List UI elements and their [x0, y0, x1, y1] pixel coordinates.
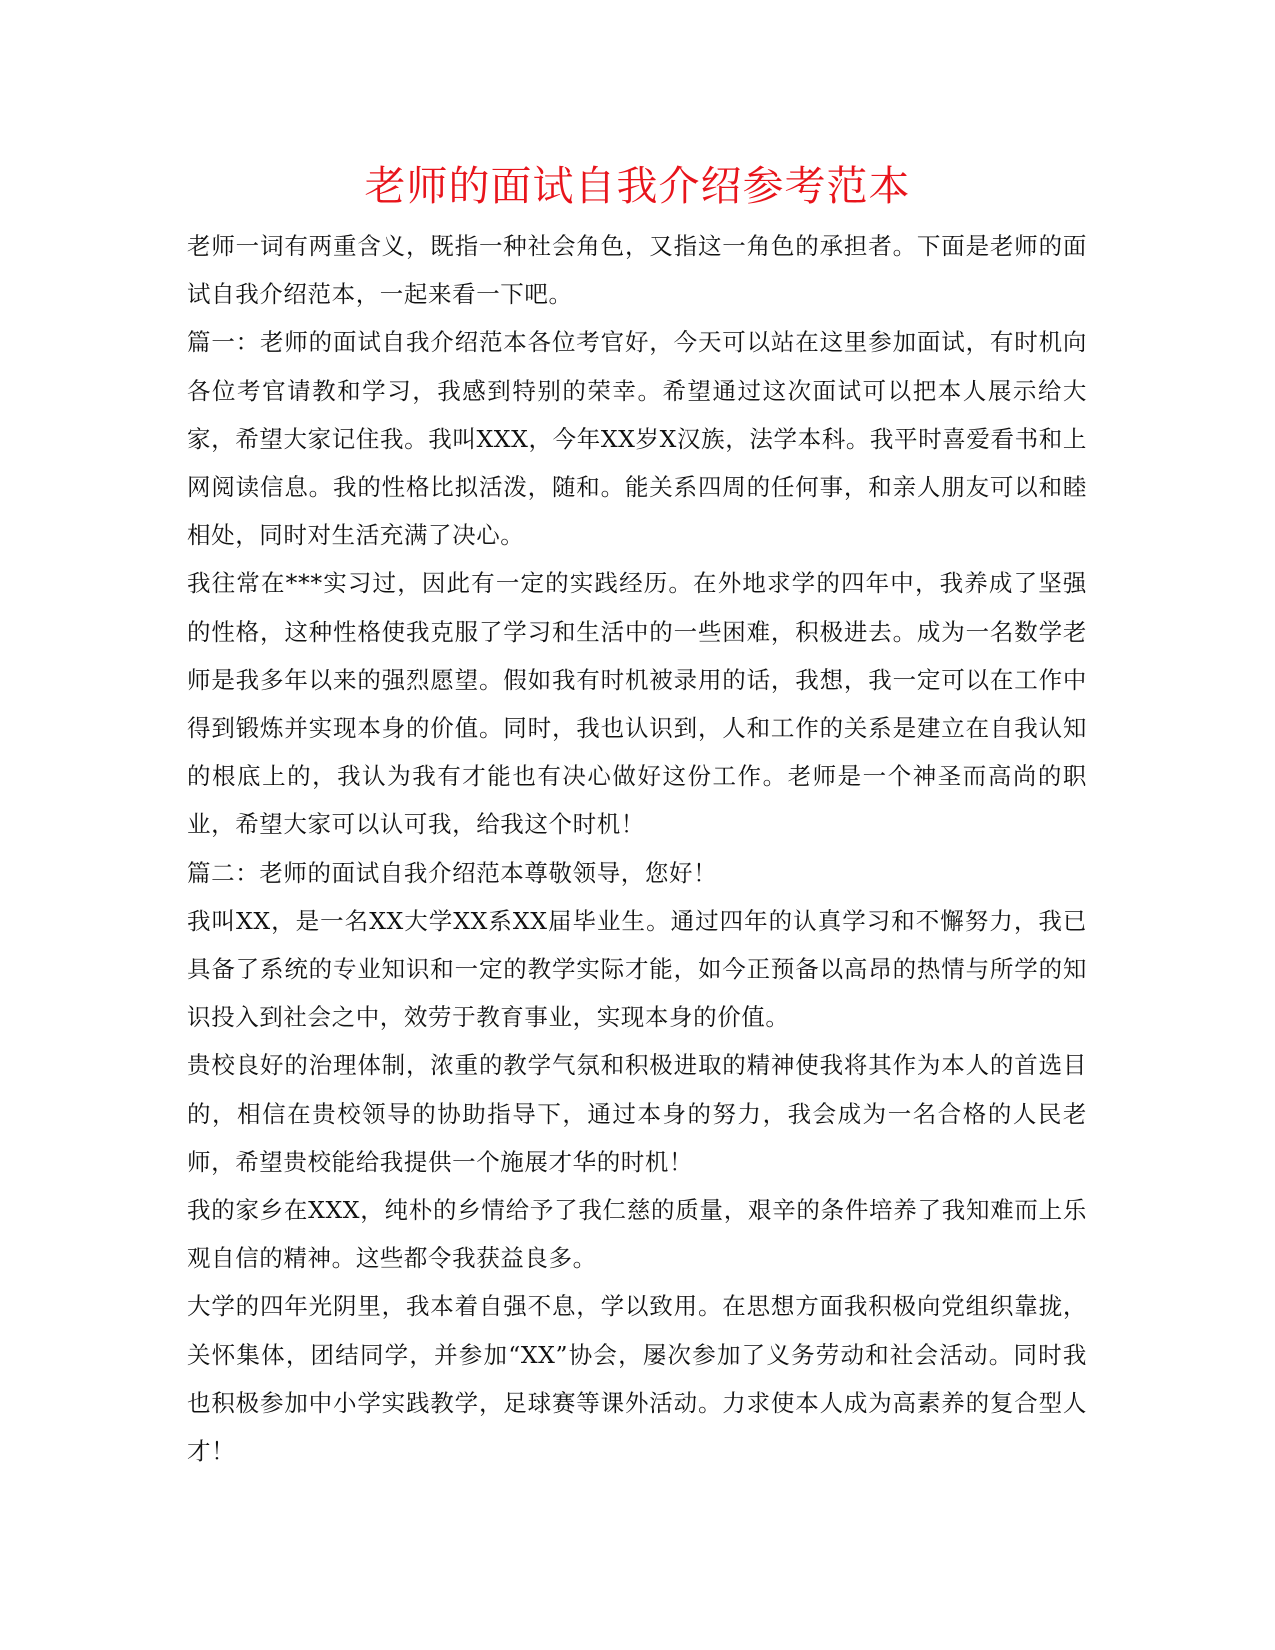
paragraph-school: 贵校良好的治理体制，浓重的教学气氛和积极进取的精神使我将其作为本人的首选目的，相信在贵校领导的协助指导下，通过本身的努力，我会成为一名合格的人民老师，希望贵校能给我提供一个施展才华的时机！ — [187, 1051, 1087, 1176]
paragraph-part-one: 篇一：老师的面试自我介绍范本各位考官好，今天可以站在这里参加面试，有时机向各位考官请教和学习，我感到特别的荣幸。希望通过这次面试可以把本人展示给大家，希望大家记住我。我叫XXX，今年XX岁X汉族，法学本科。我平时喜爱看书和上网阅读信息。我的性格比拟活泼，随和。能关系四周的任何事，和亲人朋友可以和睦相处，同时对生活充满了决心。 — [187, 328, 1087, 550]
document-body — [187, 222, 1087, 1475]
paragraph-university: 大学的四年光阴里，我本着自强不息，学以致用。在思想方面我积极向党组织靠拢，关怀集体，团结同学，并参加“XX”协会，屡次参加了义务劳动和社会活动。同时我也积极参加中小学实践教学，足球赛等课外活动。力求使本人成为高素养的复合型人才！ — [187, 1292, 1087, 1466]
paragraph-intro: 老师一词有两重含义，既指一种社会角色，又指这一角色的承担者。下面是老师的面试自我介绍范本，一起来看一下吧。 — [187, 232, 1087, 309]
paragraph-internship: 我往常在***实习过，因此有一定的实践经历。在外地求学的四年中，我养成了坚强的性格，这种性格使我克服了学习和生活中的一些困难，积极进去。成为一名数学老师是我多年以来的强烈愿望。假如我有时机被录用的话，我想，我一定可以在工作中得到锻炼并实现本身的价值。同时，我也认识到，人和工作的关系是建立在自我认知的根底上的，我认为我有才能也有决心做好这份工作。老师是一个神圣而高尚的职业，希望大家可以认可我，给我这个时机！ — [187, 569, 1087, 839]
paragraph-hometown: 我的家乡在XXX，纯朴的乡情给予了我仁慈的质量，艰辛的条件培养了我知难而上乐观自信的精神。这些都令我获益良多。 — [187, 1196, 1087, 1273]
document-title: 老师的面试自我介绍参考范本 — [364, 162, 911, 210]
paragraph-part-two-heading: 篇二：老师的面试自我介绍范本尊敬领导，您好！ — [187, 858, 718, 887]
paragraph-graduate: 我叫XX，是一名XX大学XX系XX届毕业生。通过四年的认真学习和不懈努力，我已具备了系统的专业知识和一定的教学实际才能，如今正预备以高昂的热情与所学的知识投入到社会之中，效劳于教育事业，实现本身的价值。 — [187, 906, 1087, 1032]
